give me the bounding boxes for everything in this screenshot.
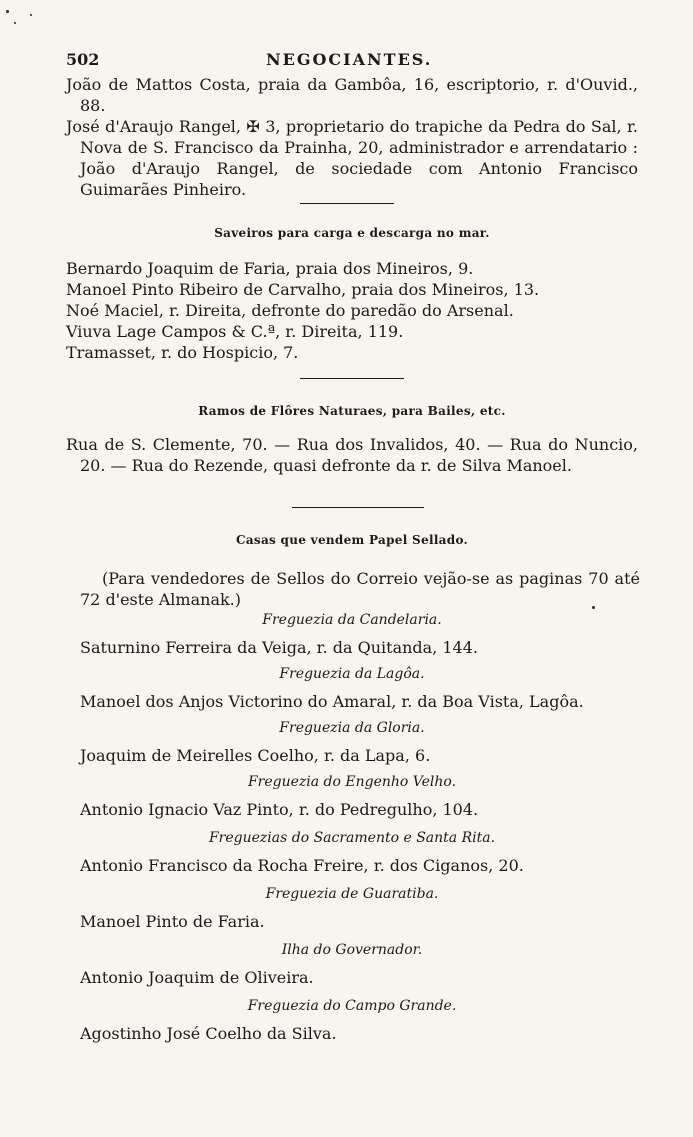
- list-item: Bernardo Joaquim de Faria, praia dos Mineiros, 9.: [66, 259, 474, 278]
- scan-speck: [6, 10, 9, 13]
- parish-resident: Antonio Ignacio Vaz Pinto, r. do Pedregulho, 104.: [80, 800, 479, 819]
- list-item: João de Mattos Costa, praia da Gambôa, 16, escriptorio, r. d'Ouvid., 88.: [66, 75, 638, 115]
- page-number: 502: [66, 50, 100, 69]
- note-text: (Para vendedores de Sellos do Correio vejão-se as paginas 70 até 72 d'este Almanak.): [80, 569, 640, 609]
- section-divider: [300, 203, 394, 204]
- papel-note: [80, 568, 640, 610]
- list-item: Rua de S. Clemente, 70. — Rua dos Invalidos, 40. — Rua do Nuncio, 20. — Rua do Rezende, quasi defronte da r. de Silva Manoel.: [66, 435, 638, 475]
- scan-speck: [30, 14, 32, 16]
- parish-heading: Freguezia da Lagôa.: [279, 666, 425, 682]
- top-entries: [66, 74, 638, 200]
- parish-heading: Freguezia da Gloria.: [279, 720, 425, 736]
- parish-resident: Saturnino Ferreira da Veiga, r. da Quitanda, 144.: [80, 638, 478, 657]
- parish-heading: Freguezia do Campo Grande.: [247, 998, 457, 1014]
- parish-heading: Freguezias do Sacramento e Santa Rita.: [208, 830, 496, 846]
- list-item: Noé Maciel, r. Direita, defronte do paredão do Arsenal.: [66, 301, 514, 320]
- parish-resident: Agostinho José Coelho da Silva.: [80, 1024, 337, 1043]
- parish-heading: Freguezia da Candelaria.: [262, 612, 442, 628]
- parish-resident: Antonio Francisco da Rocha Freire, r. dos Ciganos, 20.: [80, 856, 524, 875]
- parish-resident: Joaquim de Meirelles Coelho, r. da Lapa, 6.: [80, 746, 431, 765]
- saveiros-list: [66, 258, 638, 363]
- section-title-papel: Casas que vendem Papel Sellado.: [235, 533, 469, 547]
- flores-list: [66, 434, 638, 476]
- parish-resident: Manoel Pinto de Faria.: [80, 912, 265, 931]
- list-item: Manoel Pinto Ribeiro de Carvalho, praia dos Mineiros, 13.: [66, 280, 540, 299]
- list-item: Tramasset, r. do Hospicio, 7.: [66, 343, 299, 362]
- list-item: José d'Araujo Rangel, ✠ 3, proprietario do trapiche da Pedra do Sal, r. Nova de S. Francisco da Prainha, 20, administrador e arrendatario : João d'Araujo Rangel, de sociedade com Antonio Francisco Guimarães Pinheiro.: [66, 117, 638, 199]
- section-divider: [292, 507, 424, 508]
- parish-resident: Antonio Joaquim de Oliveira.: [80, 968, 314, 987]
- parish-heading: Freguezia de Guaratiba.: [265, 886, 439, 902]
- list-item: Viuva Lage Campos & C.ª, r. Direita, 119.: [66, 322, 404, 341]
- parish-heading: Freguezia do Engenho Velho.: [247, 774, 457, 790]
- parish-resident: Manoel dos Anjos Victorino do Amaral, r. da Boa Vista, Lagôa.: [80, 692, 584, 711]
- scan-speck: [14, 22, 16, 24]
- section-title-saveiros: Saveiros para carga e descarga no mar.: [214, 226, 490, 240]
- parish-heading: Ilha do Governador.: [281, 942, 423, 958]
- running-title: NEGOCIANTES.: [266, 50, 433, 69]
- section-divider: [300, 378, 404, 379]
- page-header: [66, 50, 626, 74]
- section-title-flores: Ramos de Flôres Naturaes, para Bailes, etc.: [198, 404, 506, 418]
